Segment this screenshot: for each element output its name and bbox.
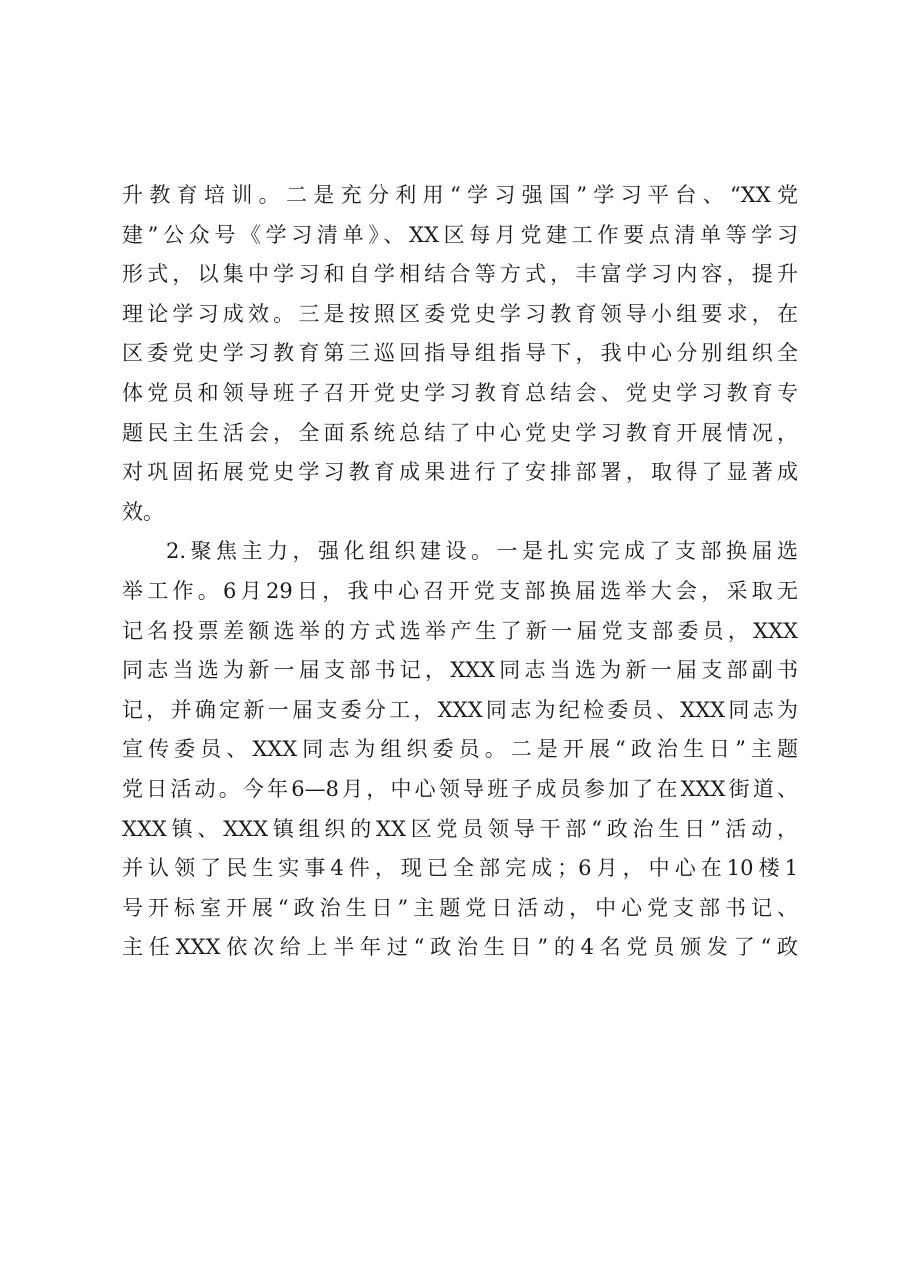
text-line: 党日活动。今年6—8月，中心领导班子成员参加了在XXX街道、 [122, 776, 798, 801]
text-line: 升教育培训。二是充分利用“学习强国”学习平台、“XX党 [122, 183, 798, 207]
text-line: 建”公众号《学习清单》、XX区每月党建工作要点清单等学习 [122, 222, 798, 247]
text-line: 号开标室开展“政治生日”主题党日活动，中心党支部书记、 [122, 895, 798, 920]
text-line: 题民主生活会，全面系统总结了中心党史学习教育开展情况， [122, 420, 798, 445]
text-line: 体党员和领导班子召开党史学习教育总结会、党史学习教育专 [122, 380, 798, 405]
text-line: XXX镇、XXX镇组织的XX区党员领导干部“政治生日”活动， [122, 816, 798, 841]
text-line: 并认领了民生实事4件，现已全部完成；6月，中心在10楼1 [122, 856, 798, 881]
text-line: 对巩固拓展党史学习教育成果进行了安排部署，取得了显著成 [122, 460, 798, 485]
text-line: 效。 [122, 499, 164, 524]
text-line: 记，并确定新一届支委分工，XXX同志为纪检委员、XXX同志为 [122, 697, 798, 722]
text-line: 形式，以集中学习和自学相结合等方式，丰富学习内容，提升 [122, 262, 798, 287]
text-line: 举工作。6月29日，我中心召开党支部换届选举大会，采取无 [122, 578, 798, 603]
text-line: 记名投票差额选举的方式选举产生了新一届党支部委员，XXX [122, 618, 798, 643]
text-line: 宣传委员、XXX同志为组织委员。二是开展“政治生日”主题 [122, 737, 798, 762]
paragraph-heading-line: 2.聚焦主力，强化组织建设。一是扎实完成了支部换届选 [166, 539, 798, 564]
text-line: 理论学习成效。三是按照区委党史学习教育领导小组要求，在 [122, 301, 798, 326]
text-line: 主任XXX依次给上半年过“政治生日”的4名党员颁发了“政 [122, 935, 798, 960]
text-line: 同志当选为新一届支部书记，XXX同志当选为新一届支部副书 [122, 658, 798, 683]
body-text [122, 176, 798, 968]
text-line: 区委党史学习教育第三巡回指导组指导下，我中心分别组织全 [122, 341, 798, 366]
